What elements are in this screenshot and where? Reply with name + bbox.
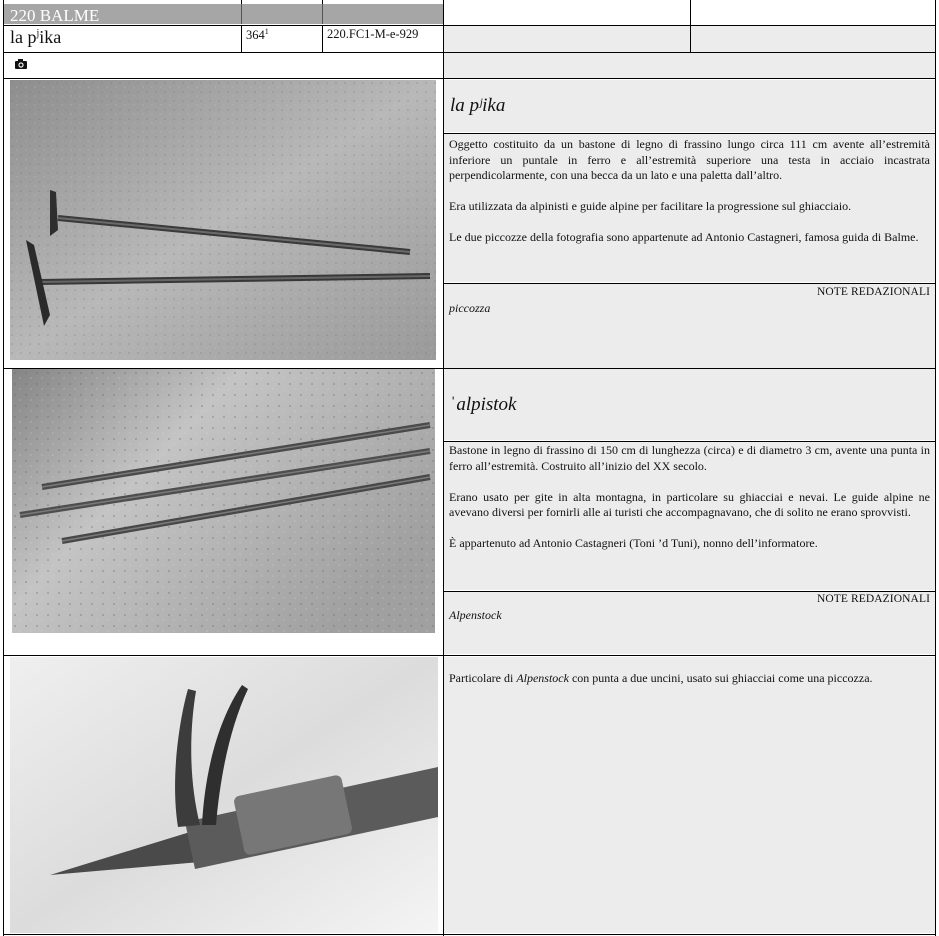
entry-code: 220.FC1-M-e-929 bbox=[327, 27, 419, 41]
description-paragraph: Era utilizzata da alpinisti e guide alpine per facilitare la progressione sul ghiacciaio. bbox=[449, 199, 852, 213]
empty-cell bbox=[444, 26, 690, 52]
grid-line bbox=[443, 591, 936, 592]
notes-cell bbox=[444, 284, 935, 368]
term-cell bbox=[444, 80, 935, 132]
photo-alpenstock-detail bbox=[10, 657, 438, 933]
grid-line bbox=[241, 0, 242, 4]
description-paragraph: Le due piccozze della fotografia sono appartenute ad Antonio Castagneri, famosa guida di Balme. bbox=[449, 230, 919, 244]
divider bbox=[241, 4, 242, 24]
term-rest: ika bbox=[39, 27, 62, 47]
number-superscript: 1 bbox=[264, 27, 269, 36]
grid-line bbox=[935, 0, 936, 936]
photo-alpenstock bbox=[12, 369, 435, 633]
grid-line bbox=[3, 368, 936, 369]
description-paragraph: È appartenuto ad Antonio Castagneri (Toni ’d Tuni), nonno dell’informatore. bbox=[449, 536, 818, 550]
term-base: la p bbox=[10, 27, 37, 47]
description-paragraph: Oggetto costituito da un bastone di legno di frassino lungo circa 111 cm avente all’estremità inferiore un puntale in ferro e all’estremità superiore una testa in acciaio incastrata perpendicolarmente, con una becca da un lato e una paletta dall’altro. bbox=[449, 137, 930, 182]
grid-line bbox=[443, 283, 936, 284]
description-paragraph: Erano usato per gite in alta montagna, in particolare su ghiacciai e nevai. Le guide alpine ne avevano diversi per fornirli alle ai turisti che accompagnavano, che di solito ne erano sprovvisti. bbox=[449, 489, 930, 519]
notes-label: NOTE REDAZIONALI bbox=[816, 593, 930, 605]
term-heading bbox=[10, 27, 61, 48]
grid-line bbox=[322, 0, 323, 4]
divider bbox=[322, 4, 323, 24]
page-title: 220 BALME bbox=[10, 6, 100, 25]
term-superscript: j bbox=[36, 28, 40, 39]
grid-line bbox=[3, 655, 936, 656]
caption-text: Particolare di bbox=[449, 671, 517, 685]
header-title-bar bbox=[4, 4, 443, 24]
notes-value: piccozza bbox=[449, 301, 491, 315]
number-value: 364 bbox=[246, 28, 265, 43]
description-cell bbox=[444, 442, 935, 590]
caption-italic: Alpenstock bbox=[516, 671, 569, 685]
notes-label: NOTE REDAZIONALI bbox=[816, 286, 930, 298]
grid-line bbox=[690, 0, 691, 52]
term-cell bbox=[444, 369, 935, 440]
caption-cell bbox=[444, 657, 935, 933]
grid-line bbox=[3, 52, 936, 53]
grid-line bbox=[3, 78, 936, 79]
entry-number bbox=[246, 27, 269, 43]
entry-term: ˈalpistok bbox=[450, 394, 517, 415]
camera-icon[interactable] bbox=[14, 57, 28, 69]
notes-cell bbox=[444, 592, 935, 654]
grid-line bbox=[443, 133, 936, 134]
grid-line bbox=[3, 0, 4, 936]
grid-line bbox=[322, 25, 323, 52]
notes-value: Alpenstock bbox=[449, 608, 502, 622]
grid-line bbox=[443, 0, 444, 936]
photo-piccozze bbox=[10, 80, 436, 360]
description-cell bbox=[444, 134, 935, 282]
grid-line bbox=[443, 441, 936, 442]
entry-term: la pʲika bbox=[450, 95, 506, 116]
caption-text-end: con punta a due uncini, usato sui ghiacciai come una piccozza. bbox=[568, 671, 873, 685]
grid-line bbox=[241, 25, 242, 52]
empty-cell bbox=[444, 53, 935, 78]
grid-line bbox=[3, 25, 936, 26]
grid-line bbox=[3, 934, 936, 935]
empty-cell bbox=[691, 26, 935, 52]
description-paragraph: Bastone in legno di frassino di 150 cm di lunghezza (circa) e di diametro 3 cm, avente una punta in ferro all’estremità. Costruito all’inizio del XX secolo. bbox=[449, 443, 930, 473]
